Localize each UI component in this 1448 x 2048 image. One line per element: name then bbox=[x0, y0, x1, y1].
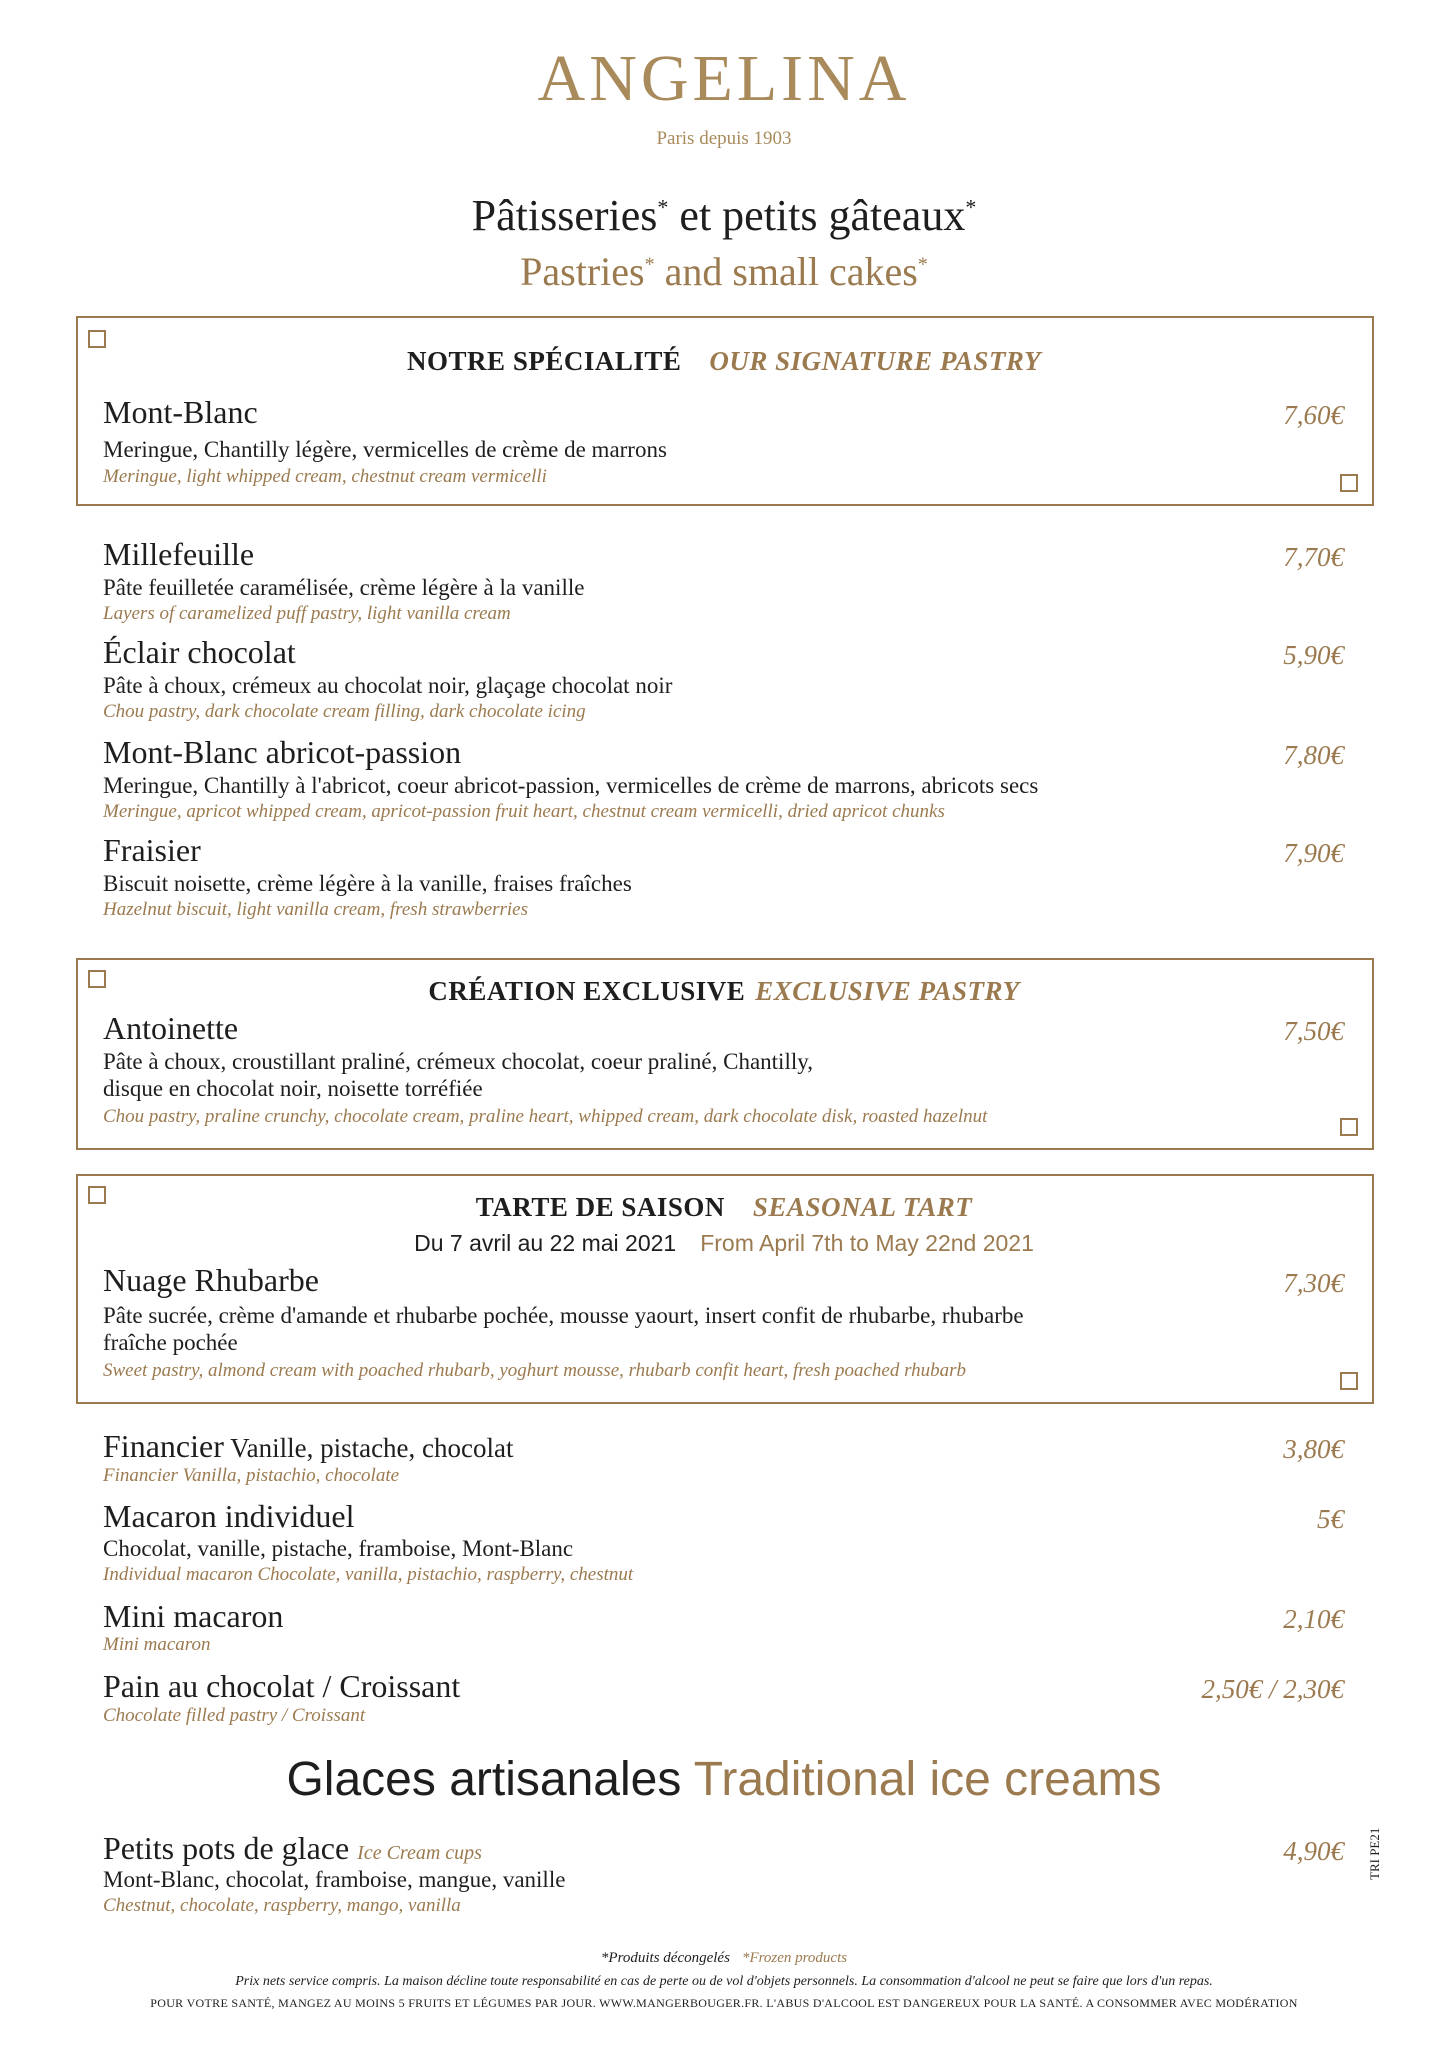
item-desc: Pâte sucrée, crème d'amande et rhubarbe pochée, mousse yaourt, insert confit de rhubarbe, rhubarbe bbox=[103, 1303, 1024, 1328]
item-name-main: Financier bbox=[103, 1428, 224, 1464]
signature-title-fr: NOTRE SPÉCIALITÉ bbox=[407, 346, 682, 376]
item-desc: disque en chocolat noir, noisette torréfiée bbox=[103, 1076, 483, 1101]
item-translation: Layers of caramelized puff pastry, light vanilla cream bbox=[103, 603, 511, 624]
item-desc: Pâte à choux, croustillant praliné, crémeux chocolat, coeur praliné, Chantilly, bbox=[103, 1049, 813, 1074]
item-price: 2,50€ / 2,30€ bbox=[1201, 1674, 1344, 1704]
item-translation: Chou pastry, praline crunchy, chocolate cream, praline heart, whipped cream, dark chocolate disk, roasted hazelnut bbox=[103, 1106, 988, 1127]
item-translation: Individual macaron Chocolate, vanilla, pistachio, raspberry, chestnut bbox=[103, 1564, 634, 1585]
title-en-part-2: and small cakes bbox=[654, 249, 918, 294]
item-price: 3,80€ bbox=[1283, 1434, 1344, 1464]
item-name: Millefeuille bbox=[103, 536, 255, 572]
brand-logo: ANGELINA bbox=[537, 42, 911, 115]
section-title-en bbox=[0, 248, 1448, 295]
box-corner bbox=[1340, 1118, 1358, 1136]
footer-health: POUR VOTRE SANTÉ, MANGEZ AU MOINS 5 FRUITS ET LÉGUMES PAR JOUR. WWW.MANGERBOUGER.FR. L'ABUS D'ALCOOL EST DANGEREUX POUR LA SANTÉ. A CONSOMMER AVEC MODÉRATION bbox=[150, 1996, 1298, 2010]
brand-since: Paris depuis 1903 bbox=[656, 128, 792, 149]
seasonal-title-fr: TARTE DE SAISON bbox=[475, 1192, 725, 1222]
item-name-extra: Vanille, pistache, chocolat bbox=[223, 1433, 514, 1463]
ice-title-en: Traditional ice creams bbox=[681, 1753, 1162, 1806]
item-price: 5€ bbox=[1317, 1504, 1344, 1534]
item-name: Antoinette bbox=[103, 1010, 239, 1046]
footer-frozen-en: *Frozen products bbox=[741, 1950, 848, 1966]
signature-title bbox=[0, 346, 1448, 377]
item-price: 7,30€ bbox=[1283, 1268, 1344, 1298]
asterisk: * bbox=[644, 253, 655, 276]
seasonal-title bbox=[0, 1192, 1448, 1223]
item-desc: Meringue, Chantilly légère, vermicelles de crème de marrons bbox=[103, 437, 667, 462]
footer-frozen-fr: *Produits décongelés bbox=[600, 1950, 730, 1966]
asterisk: * bbox=[965, 194, 977, 220]
item-price: 5,90€ bbox=[1283, 640, 1344, 670]
asterisk: * bbox=[657, 194, 669, 220]
item-name: Mont-Blanc abricot-passion bbox=[103, 734, 462, 770]
item-name: Éclair chocolat bbox=[103, 634, 296, 670]
title-en-part-1: Pastries bbox=[520, 249, 645, 294]
item-desc: Biscuit noisette, crème légère à la vanille, fraises fraîches bbox=[103, 871, 632, 896]
document-reference: TRI PE21 bbox=[1367, 1827, 1382, 1880]
item-desc: Chocolat, vanille, pistache, framboise, Mont-Blanc bbox=[103, 1536, 574, 1561]
item-price: 7,70€ bbox=[1283, 542, 1344, 572]
item-translation: Financier Vanilla, pistachio, chocolate bbox=[103, 1465, 400, 1486]
exclusive-title-fr: CRÉATION EXCLUSIVE bbox=[428, 976, 746, 1006]
box-corner bbox=[1340, 1372, 1358, 1390]
item-name: Fraisier bbox=[103, 832, 201, 868]
exclusive-title bbox=[0, 976, 1448, 1007]
seasonal-dates bbox=[0, 1230, 1448, 1257]
item-desc: Mont-Blanc, chocolat, framboise, mangue, vanille bbox=[103, 1867, 566, 1892]
ice-title-fr: Glaces artisanales bbox=[286, 1753, 682, 1806]
item-translation: Hazelnut biscuit, light vanilla cream, fresh strawberries bbox=[103, 899, 529, 920]
item-name-main: Petits pots de glace bbox=[103, 1830, 350, 1866]
item-price: 7,90€ bbox=[1283, 838, 1344, 868]
footer-frozen bbox=[0, 1950, 1448, 1967]
item-price: 2,10€ bbox=[1283, 1604, 1344, 1634]
item-translation: Meringue, apricot whipped cream, apricot-passion fruit heart, chestnut cream vermicelli, dried apricot chunks bbox=[103, 801, 945, 822]
item-translation: Chou pastry, dark chocolate cream filling, dark chocolate icing bbox=[103, 701, 586, 722]
item-translation: Sweet pastry, almond cream with poached rhubarb, yoghurt mousse, rhubarb confit heart, fresh poached rhubarb bbox=[103, 1360, 967, 1381]
footer-legal: Prix nets service compris. La maison décline toute responsabilité en cas de perte ou de vol d'objets personnels. La consommation d'alcool ne peut se faire que lors d'un repas. bbox=[235, 1974, 1213, 1989]
seasonal-dates-fr: Du 7 avril au 22 mai 2021 bbox=[414, 1230, 677, 1256]
item-price: 7,50€ bbox=[1283, 1016, 1344, 1046]
item-name: Mont-Blanc bbox=[103, 394, 258, 430]
title-fr-part-2: et petits gâteaux bbox=[668, 191, 966, 240]
item-desc: Meringue, Chantilly à l'abricot, coeur abricot-passion, vermicelles de crème de marrons, abricots secs bbox=[103, 773, 1039, 798]
exclusive-title-en: EXCLUSIVE PASTRY bbox=[755, 976, 1020, 1006]
seasonal-dates-en: From April 7th to May 22nd 2021 bbox=[700, 1230, 1034, 1256]
item-desc: fraîche pochée bbox=[103, 1330, 238, 1355]
item-price: 7,60€ bbox=[1283, 400, 1344, 430]
item-name bbox=[103, 1830, 482, 1867]
seasonal-title-en: SEASONAL TART bbox=[752, 1192, 973, 1222]
item-translation: Chocolate filled pastry / Croissant bbox=[103, 1705, 366, 1726]
item-desc: Pâte feuilletée caramélisée, crème légère à la vanille bbox=[103, 575, 585, 600]
section-title-fr bbox=[0, 190, 1448, 241]
box-corner bbox=[1340, 474, 1358, 492]
item-translation: Meringue, light whipped cream, chestnut cream vermicelli bbox=[103, 466, 547, 487]
item-name: Mini macaron bbox=[103, 1598, 284, 1634]
title-fr-part-1: Pâtisseries bbox=[471, 191, 658, 240]
item-desc: Pâte à choux, crémeux au chocolat noir, glaçage chocolat noir bbox=[103, 673, 673, 698]
asterisk: * bbox=[917, 253, 928, 276]
item-name: Macaron individuel bbox=[103, 1498, 355, 1534]
signature-title-en: OUR SIGNATURE PASTRY bbox=[709, 346, 1041, 376]
item-name: Nuage Rhubarbe bbox=[103, 1262, 319, 1298]
item-translation: Chestnut, chocolate, raspberry, mango, vanilla bbox=[103, 1895, 461, 1916]
ice-section-title bbox=[0, 1752, 1448, 1807]
item-name bbox=[103, 1428, 514, 1465]
item-price: 4,90€ bbox=[1283, 1836, 1344, 1866]
item-name: Pain au chocolat / Croissant bbox=[103, 1668, 461, 1704]
item-translation: Mini macaron bbox=[103, 1634, 211, 1655]
item-price: 7,80€ bbox=[1283, 740, 1344, 770]
item-name-en: Ice Cream cups bbox=[357, 1842, 482, 1864]
